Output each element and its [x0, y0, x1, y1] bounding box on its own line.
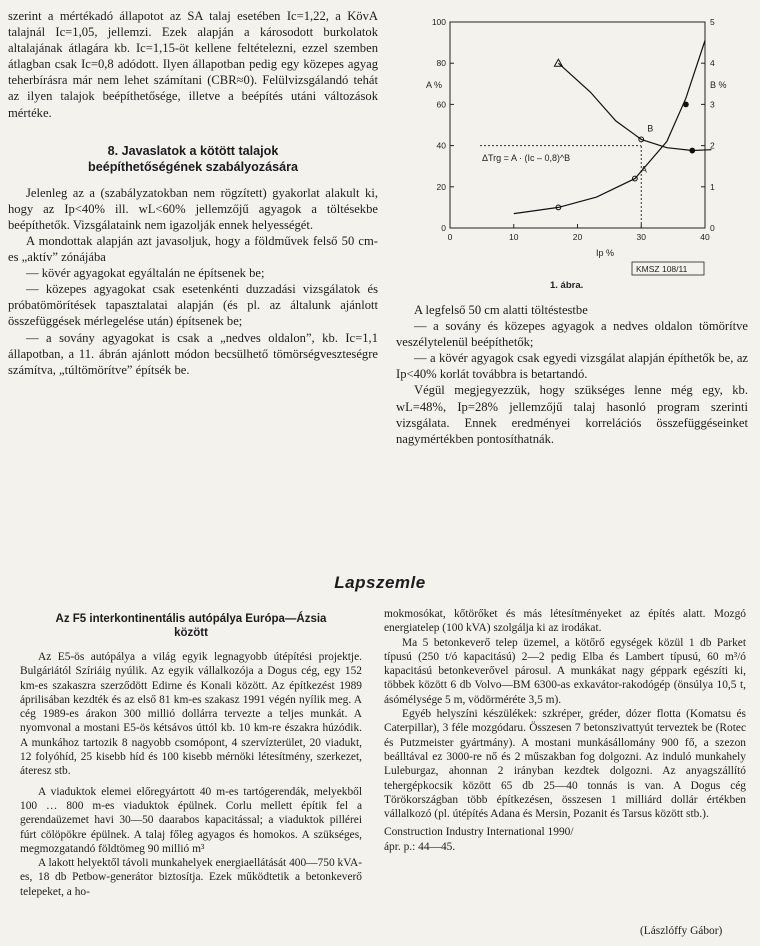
right-tick-label: 0: [710, 223, 715, 233]
right-tick-label: 5: [710, 17, 715, 27]
left-tick-label: 80: [436, 58, 446, 69]
y-axis-label-left: A %: [426, 80, 443, 90]
left-tick-label: 100: [431, 17, 446, 27]
left-axis-ticks: [432, 17, 454, 233]
paragraph-proposal: A mondottak alapján azt javasoljuk, hogy a földművek felső 50 cm-es „aktív” zónájába: [8, 233, 378, 265]
review-paragraph-viaducts: A viaduktok elemei előregyártott 40 m-es tartógerendák, melyekből 100 … 800 m-es viaduktok épülnek. Corlu mellett építik fel a gerendaüzemet havi 30—50 daarabos kapacitással; a viaduktok pillérei fúrt cölöpökre épülnek. A talaj főleg agyagos és homokos. A szükséges, megmozgatandó földtömeg 90 millió m³: [20, 785, 362, 855]
review-signature: (Lászlóffy Gábor): [640, 925, 723, 937]
y-axis-label-right: B %: [710, 80, 727, 90]
figure-1-chart: [410, 12, 740, 302]
proposal-item-medium-clay: — közepes agyagokat csak esetenkénti duzzadási vizsgálatok és próbatömörítések tapasztalatai alapján (és pl. az általunk ajánlott összefüggések mérlegelése után) építsenek be;: [8, 282, 378, 329]
paragraph-soil-state: szerint a mértékadó állapotot az SA talaj esetében Ic=1,22, a KövA talajnál Ic=1,05, jellemzi. Ezek alapján a károsodott burkolatok altalajának átlagára kb. Ic=1,15-öt kellene feltételezni, ezzel szemben átlagban csak Ic=0,8 adódott. Ilyen állapotban pedig egy közepes agyag teherbírásra már nem lehet számítani (CBR≈0). Felülvizsgálandó tehát az ilyen talajok beépíthetősége, illetve a beépítés utáni változások mértéke.: [8, 9, 378, 120]
left-tick-label: 20: [436, 181, 446, 192]
proposal-item-lean-clay: — a sovány agyagokat is csak a „nedves oldalon”, kb. Ic=1,1 állapotban, a 11. ábrán ajánlott módon becsülhető tömörségveszteségre számítva, „túltömörítve” építsék be.: [8, 330, 378, 377]
paragraph-embankment: A legfelső 50 cm alatti töltéstestbe: [414, 303, 588, 317]
review-paragraph-intro: Az E5-ös autópálya a világ egyik legnagyobb útépítési projektje. Bulgáriától Szíriáig nyúlik. Az egyik vállalkozója a Dogus cég, egy 152 km-es szakaszra szerződött Edirne és Konali között. Az építkezést 1989 áprilisában kezdték és az első 81 km-es szakasz 1991 végén nyílik meg. A cég 1989-es árakon 300 millió dollárra tervezte a teljes munkát. A nyomvonal a mostani E5-ös kétsávos úttól kb. 10 km-re északra húzódik. A munkához tartozik 8 nagyobb csomópont, 4 szervízterület, 20 viadukt, 12 folyóhíd, 25 kisebb híd és 100 kisebb mérnöki létesítmény, szerkezet, áteresz stb.: [20, 651, 362, 778]
review-left-column: [20, 612, 362, 899]
left-tick-label: 0: [441, 223, 446, 233]
right-tick-label: 3: [710, 99, 715, 110]
right-tick-label: 2: [710, 140, 715, 151]
chart-equation: ΔTrg = A · (Ic – 0,8)^B: [482, 153, 571, 163]
review-paragraph-equipment: Egyéb helyszíni készülékek: szkréper, gréder, dózer flotta (Komatsu és Caterpillar), 3 féle mozgódaru. Összesen 7 betonszivattyút terveztek be (Rotec és Putzmeister gyártmány). A mostani munkásállomány 900 fő, a szezon beálltával ez 3000-re nő és 2 műszakban fog dolgozni. Az induló munkahely Luleburgaz, ahonnan 2 irányban kezdtek dolgozni. Az anyagszállító tehergépkocsik között 65 db 25—40 tonnás is van. A Dogus cég Törökországban több építkezésen, összesen 1 milliárd dollár értékben vállalkozó (pl. útépítés Adana és Mersin, Pozanit és Tarsus között stb.).: [384, 708, 746, 821]
review-paragraph-continued: mokmosókat, kőtörőket és más létesítményeket az építés alatt. Mozgó energiatelep (100 kVA) szolgálja ki az irodákat.: [384, 608, 746, 635]
section-8-heading-line1: 8. Javaslatok a kötött talajok: [107, 143, 279, 158]
left-top-column: [8, 8, 378, 378]
x-tick-label: 0: [447, 232, 453, 242]
x-axis-label: Ip %: [596, 248, 615, 258]
review-paragraph-machinery: Ma 5 betonkeverő telep üzemel, a kötőrő egységek közül 1 db Parket típusú (250 t/ó kapacitású) 2—2 pedig Elba és Lambert típusú, 60 m³/ó kapacitású betonkeverővel párosul. A munkákat nagy géppark egészíti ki, többek között 6 db Volvo—BM 6300-as exkavátor-rakodógép (önsúlya 10,5 t, ásómélysége 5 m, vödörméréte 3,5 m).: [384, 636, 746, 706]
series-line-B: [558, 63, 711, 150]
right-top-column: [396, 302, 748, 447]
article-title-line1: Az F5 interkontinentális autópálya Európa—Ázsia: [55, 613, 327, 625]
embankment-item-fat-clay: — a kövér agyagok csak egyedi vizsgálat alapján építhetők be, az Ip<40% korlát továbbra is betartandó.: [396, 351, 748, 382]
series-marker-A: [683, 102, 688, 107]
paragraph-conclusion: Végül megjegyezzük, hogy szükséges lenne még egy, kb. wL=48%, Ip=28% jellemzőjű talaj hasonló program szerinti vizsgálata. Ennek eredményei korrelációs összefüggéseinket nagymértékben pontosíthatnák.: [396, 383, 748, 446]
x-tick-label: 20: [572, 232, 583, 242]
embankment-item-lean-medium: — a sovány és közepes agyagok a nedves oldalon tömörítve veszélytelenül beépíthetők;: [396, 319, 748, 350]
section-8-heading: [8, 143, 378, 175]
review-section-title: Lapszemle: [334, 573, 426, 592]
article-title: [20, 612, 362, 640]
x-tick-label: 30: [636, 232, 646, 242]
x-tick-label: 10: [509, 232, 519, 242]
series-label-B: B: [647, 123, 654, 134]
review-right-column: [384, 607, 746, 854]
article-title-line2: között: [174, 627, 208, 639]
proposal-item-fat-clay: — kövér agyagokat egyáltalán ne építsenek be;: [26, 266, 265, 281]
series-label-A: A: [640, 164, 647, 175]
figure-caption: 1. ábra.: [550, 280, 584, 291]
figure-stamp: KMSZ 108/11: [636, 264, 688, 274]
section-8-heading-line2: beépíthetőségének szabályozására: [88, 159, 298, 174]
review-source: Construction Industry International 1990/ápr. p.: 44—45.: [384, 826, 574, 853]
paragraph-current-practice: Jelenleg az a (szabályzatokban nem rögzített) gyakorlat alakult ki, hogy az Ip<40% ill. wL<60% jellemzőjű agyagok a töltésekbe beépíthetők. Vizsgálataink nem igazolják ennek helyességét.: [8, 185, 378, 232]
chart-frame: [450, 22, 705, 228]
x-tick-label: 40: [700, 232, 710, 242]
right-tick-label: 4: [710, 58, 715, 69]
series-line-A: [514, 41, 705, 214]
left-tick-label: 40: [436, 140, 446, 151]
review-paragraph-energy: A lakott helyektől távoli munkahelyek energiaellátását 400—750 kVA-es, 18 db Petbow-generátor biztosítja. Ezek működtetik a betonkeverő telepeket, a ho-: [20, 857, 362, 898]
right-tick-label: 1: [710, 181, 715, 192]
series-layer: [514, 41, 712, 214]
right-axis-ticks: [701, 17, 715, 233]
left-tick-label: 60: [436, 99, 446, 110]
series-marker-B: [690, 148, 695, 153]
